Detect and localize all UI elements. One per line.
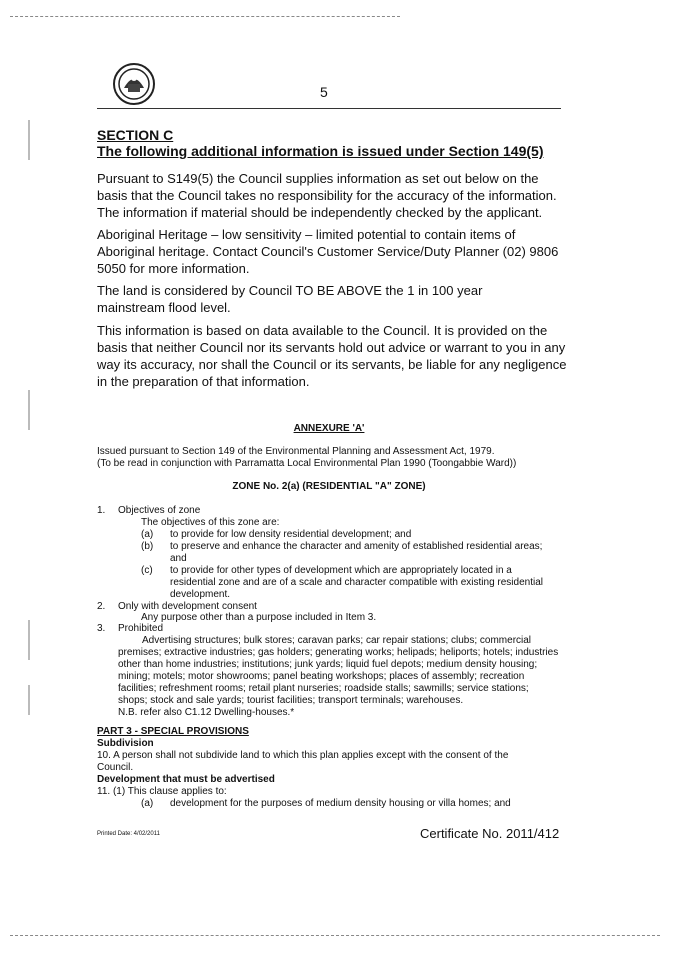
header-rule — [97, 108, 561, 109]
list-letter: (c) — [141, 565, 153, 576]
item-text: Any purpose other than a purpose included in Item 3. — [141, 612, 377, 623]
prohibited-note: N.B. refer also C1.12 Dwelling-houses.* — [118, 707, 295, 718]
paragraph-data-basis: This information is based on data available to the Council. It is provided on the basis that neither Council nor its servants hold out advice or warrant to you in any way its accuracy, nor shall the Council or its servants, be liable for any negligence in the preparation of that information. — [97, 323, 567, 389]
annexure-title: ANNEXURE 'A' — [293, 423, 365, 434]
item-label: Objectives of zone — [118, 505, 201, 516]
item-number: 1. — [97, 505, 106, 516]
objectives-intro: The objectives of this zone are: — [141, 517, 280, 528]
list-letter: (a) — [141, 529, 154, 540]
list-letter: (a) — [141, 798, 154, 809]
scan-top-edge — [10, 16, 400, 17]
subdivision-heading: Subdivision — [97, 738, 154, 749]
paragraph-disclaimer: Pursuant to S149(5) the Council supplies information as set out below on the basis that the Council takes no responsibility for the accuracy of the information. The information if material should be independently checked by the applicant. — [97, 171, 557, 220]
advertised-heading: Development that must be advertised — [97, 774, 275, 785]
printed-date: Printed Date: 4/02/2011 — [97, 831, 160, 837]
scan-bottom-edge — [10, 935, 660, 936]
paragraph-flood-level: The land is considered by Council TO BE ABOVE the 1 in 100 year mainstream flood level. — [97, 283, 483, 315]
item-label: Prohibited — [118, 623, 164, 634]
section-subtitle: The following additional information is issued under Section 149(5) — [97, 143, 544, 159]
scan-margin-mark — [28, 685, 30, 715]
clause-11: 11. (1) This clause applies to: — [97, 786, 227, 797]
annexure-issued-line1: Issued pursuant to Section 149 of the Environmental Planning and Assessment Act, 1979. — [97, 446, 495, 457]
annexure-issued-line2: (To be read in conjunction with Parramatta Local Environmental Plan 1990 (Toongabbie Ward)) — [97, 458, 517, 469]
page-number: 5 — [320, 84, 328, 100]
scan-margin-mark — [28, 120, 30, 160]
list-item: to provide for low density residential development; and — [170, 529, 412, 540]
section-title: SECTION C — [97, 127, 174, 143]
item-number: 2. — [97, 601, 106, 612]
clause-10: 10. A person shall not subdivide land to which this plan applies except with the consent of the Council. — [97, 750, 509, 773]
certificate-number: Certificate No. 2011/412 — [420, 826, 560, 841]
council-seal-icon — [112, 62, 156, 106]
list-item: to provide for other types of development which are appropriately located in a residential zone and are of a scale and character compatible with existing residential development. — [170, 565, 543, 600]
clause-11a: development for the purposes of medium density housing or villa homes; and — [170, 798, 511, 809]
list-item: to preserve and enhance the character and amenity of established residential areas; and — [170, 541, 543, 564]
item-label: Only with development consent — [118, 601, 257, 612]
zone-title: ZONE No. 2(a) (RESIDENTIAL "A" ZONE) — [232, 481, 426, 492]
item-number: 3. — [97, 623, 106, 634]
scan-margin-mark — [28, 390, 30, 430]
part3-title: PART 3 - SPECIAL PROVISIONS — [97, 726, 249, 737]
list-letter: (b) — [141, 541, 154, 552]
prohibited-uses: Advertising structures; bulk stores; caravan parks; car repair stations; clubs; commercial premises; extractive industries; gas holders; generating works; helipads; heliports; hotels; industries other than home industries; institutions; junk yards; liquid fuel depots; medium density housing; mining; motels; motor showrooms; panel beating workshops; places of assembly; recreation facilities; refreshment rooms; retail plant nurseries; roadside stalls; sawmills; service stations; shops; stock and sale yards; tourist facilities; transport terminals; warehouses. — [118, 635, 559, 706]
scan-margin-mark — [28, 620, 30, 660]
paragraph-aboriginal-heritage: Aboriginal Heritage – low sensitivity – limited potential to contain items of Aboriginal heritage. Contact Council's Customer Service/Duty Planner (02) 9806 5050 for more information. — [97, 227, 559, 276]
